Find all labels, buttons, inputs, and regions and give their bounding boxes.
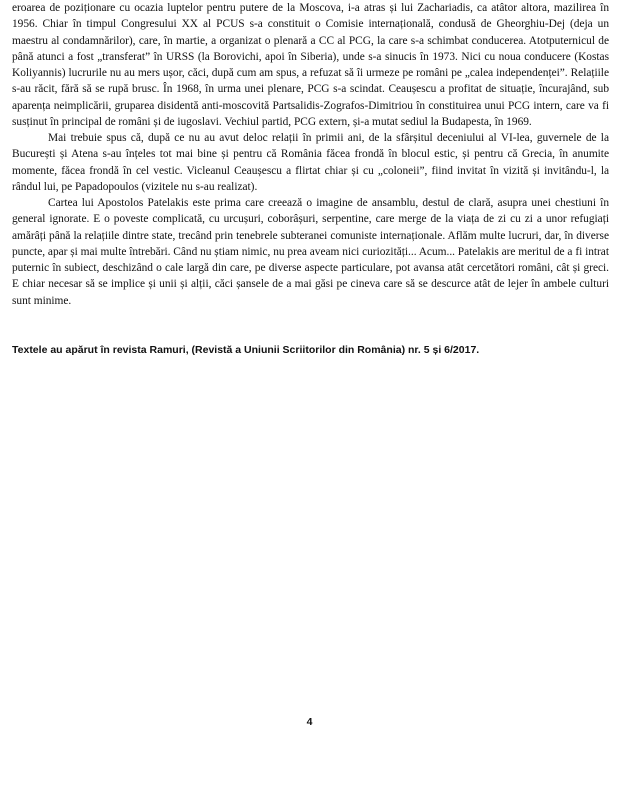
publication-credit: Textele au apărut în revista Ramuri, (Revistă a Uniunii Scriitorilor din România) nr. 5 și 6/2017. xyxy=(12,344,480,356)
paragraph-2: Mai trebuie spus că, după ce nu au avut deloc relații în primii ani, de la sfârșitul deceniului al VI-lea, guvernele de la București și Atena s-au înțeles tot mai bine și pentru că România făcea frondă în blocul estic, și pentru că Grecia, în anumite momente, făcea frondă în cel vestic. Vicleanul Ceaușescu a flirtat chiar și cu „coloneii”, fiind invitat în vizită și invitându-l, la rândul lui, pe Papadopoulos (vizitele nu s-au realizat). xyxy=(12,132,609,193)
paragraph-1: eroarea de poziționare cu ocazia luptelor pentru putere de la Moscova, i-a atras și lui Zachariadis, ca atâtor altora, mazilirea în 1956. Chiar în timpul Congresului XX al PCUS s-a constituit o Comisie internațională, condusă de Gheorghiu-Dej (deja un maestru al condamnărilor), care, în martie, a organizat o plenară a CC al PCG, la care s-a schimbat conducerea. Atotputernicul de până atunci a fost „transferat” în URSS (la Borovichi, apoi în Siberia), unde s-a sinucis în 1973. Nici cu noua conducere (Kostas Koliyannis) lucrurile nu au mers ușor, căci, după cum am spus, a refuzat să îi urmeze pe români pe „calea independenței”. Relațiile s-au răcit, fără să se rupă brusc. În 1968, în urma unei plenare, PCG s-a scindat. Ceaușescu a profitat de situație, încurajând, sub aparența neimplicării, gruparea disidentă anti-moscovită Partsalidis-Zografos-Dimitriou în constituirea unui PCG intern, care va fi susținut în principal de români și de iugoslavi. Vechiul partid, PCG extern, și-a mutat sediul la Budapesta, în 1969. xyxy=(12,2,609,128)
paragraph-3: Cartea lui Apostolos Patelakis este prima care creează o imagine de ansamblu, destul de clară, asupra unei chestiuni în general ignorate. E o poveste complicată, cu urcușuri, coborâșuri, serpentine, care merge de la viața de zi cu zi a unor refugiați amărâți până la relațiile dintre state, trecând prin tenebrele subteranei comuniste internaționale. Aflăm multe lucruri, dar, în diverse puncte, apar și mai multe întrebări. Când nu știam nimic, nu prea aveam nici curiozități... Acum... Patelakis are meritul de a fi intrat puternic în subiect, deschizând o cale largă din care, pe diverse aspecte particulare, pot avansa atât cercetători români, cât și greci. E chiar necesar să se implice și unii și alții, căci șansele de a mai găsi pe cineva care să se descurce atât de lejer în ambele culturi sunt minime. xyxy=(12,197,609,307)
page-number: 4 xyxy=(306,716,313,728)
article-body xyxy=(12,0,609,309)
